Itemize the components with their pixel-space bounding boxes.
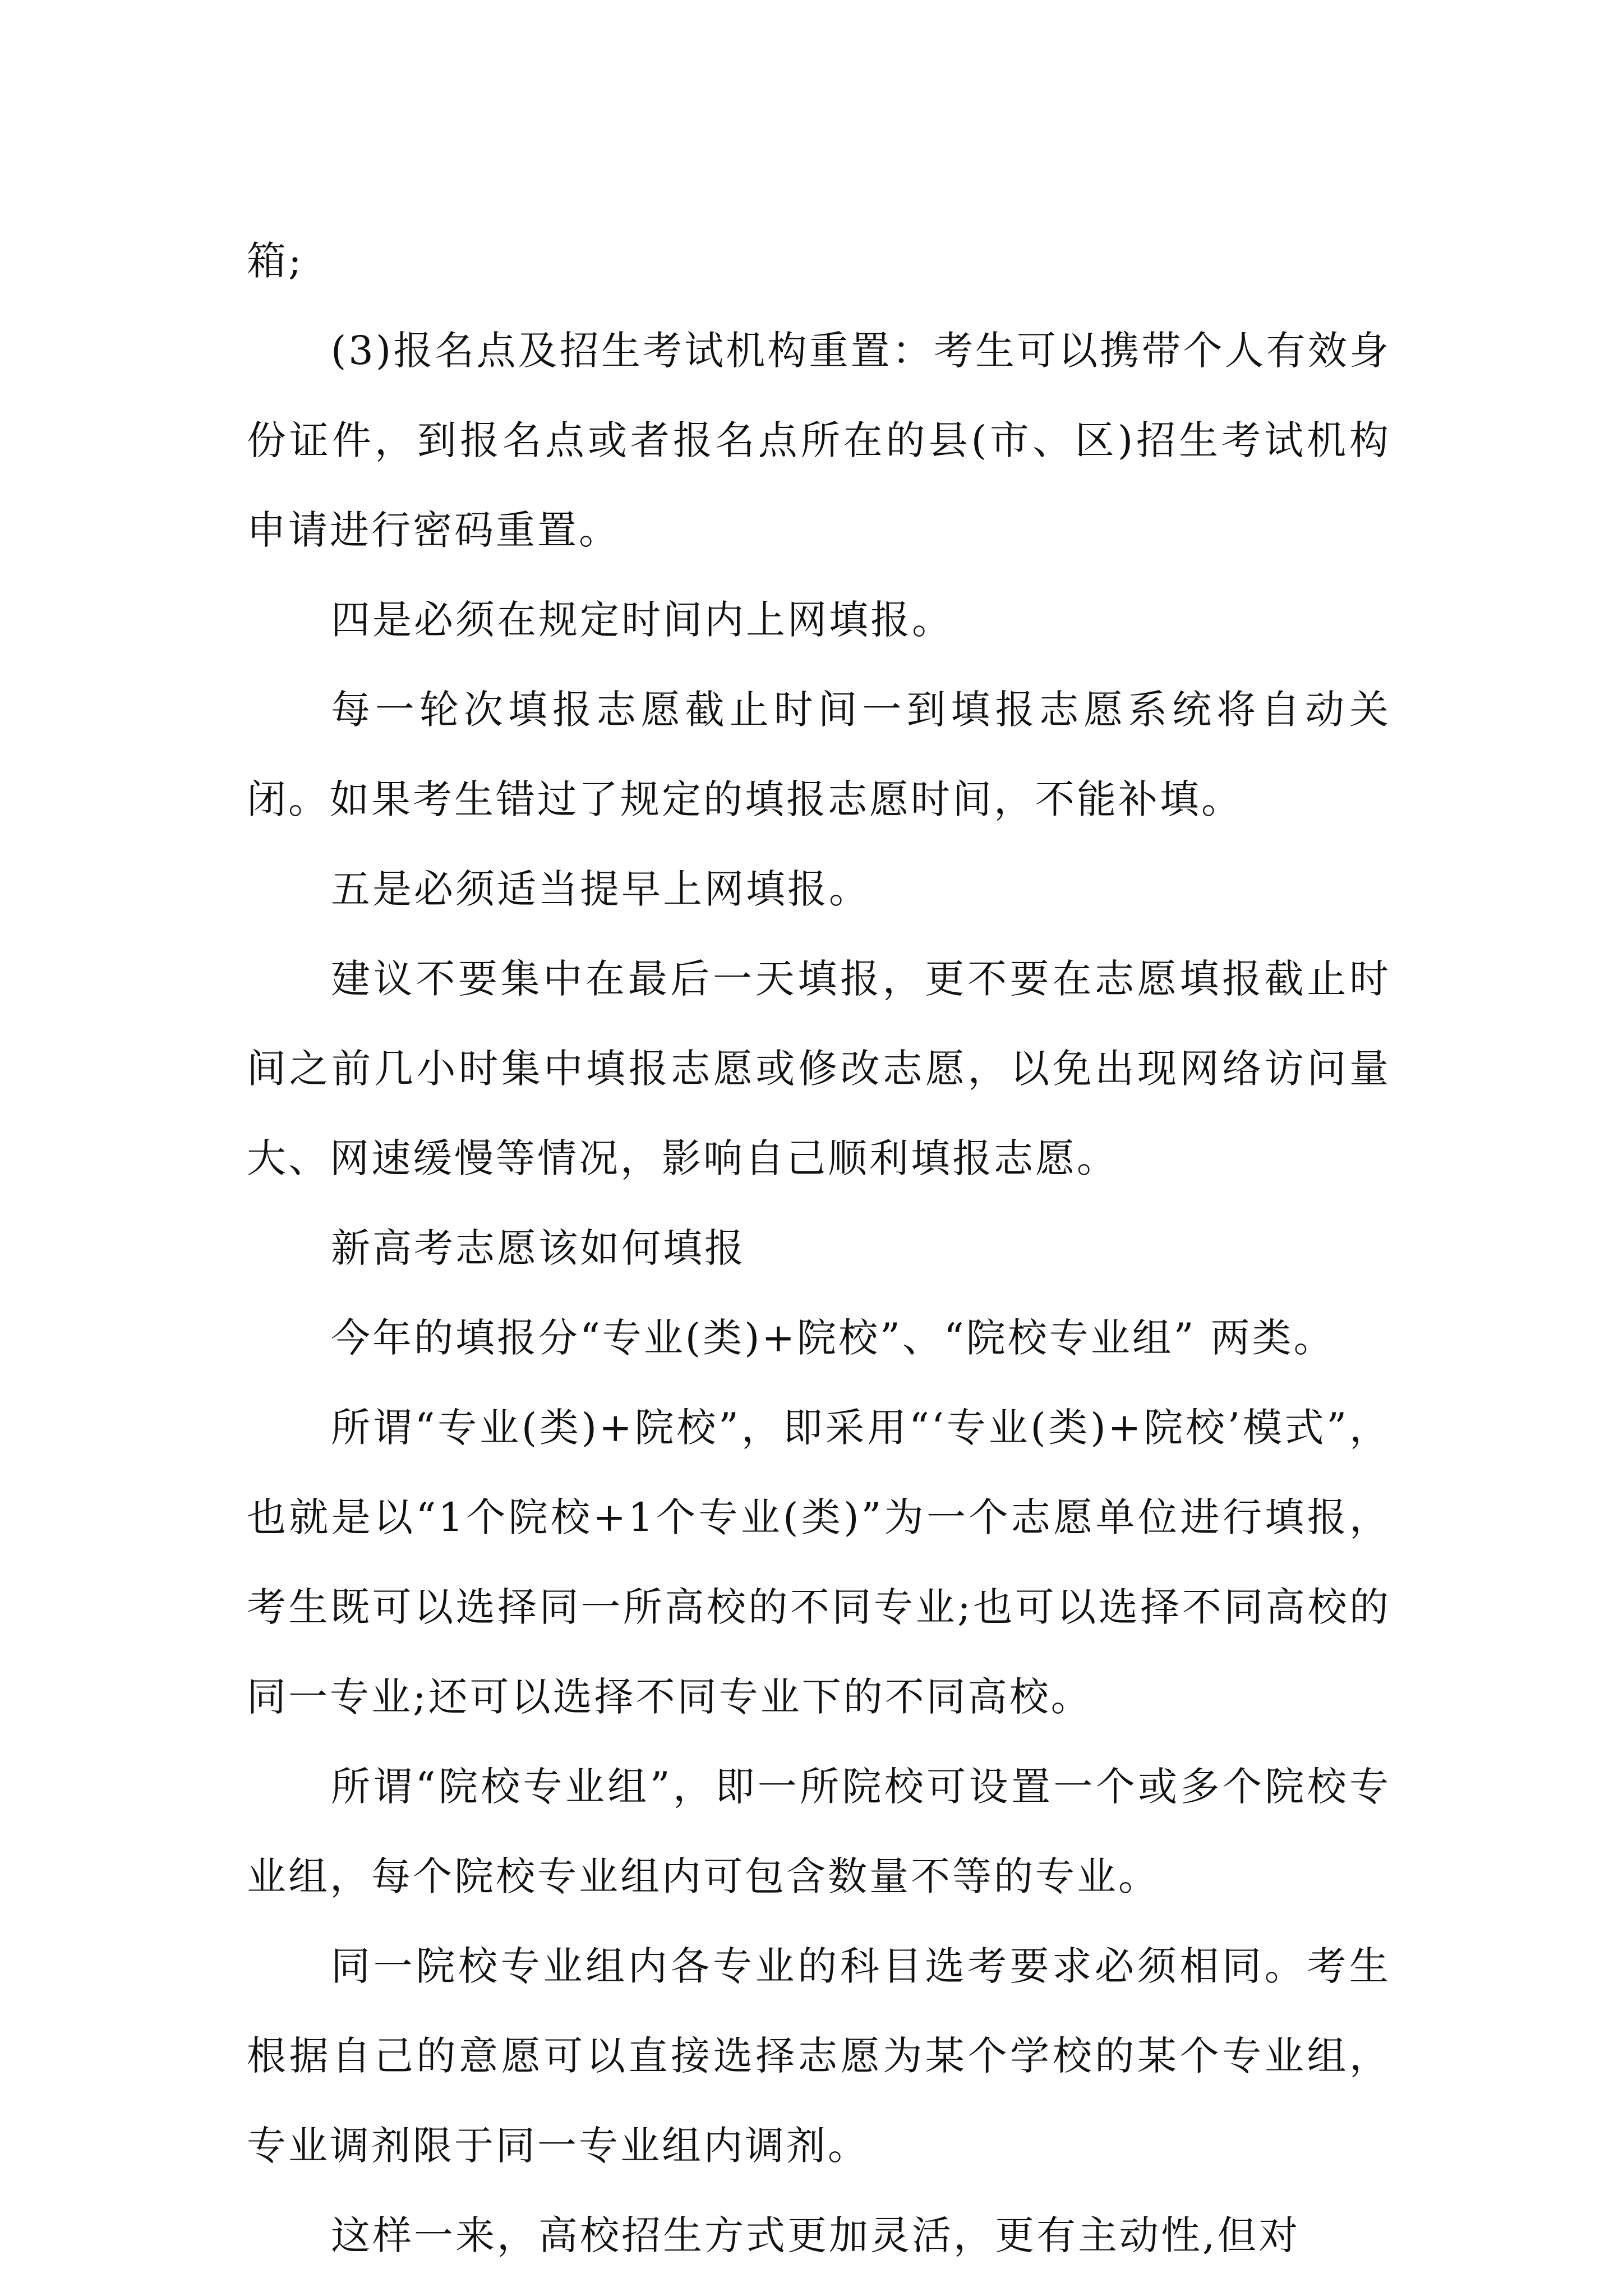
section-heading: 新高考志愿该如何填报	[331, 1225, 746, 1271]
paragraph-2: (3)报名点及招生考试机构重置：考生可以携带个人有效身份证件，到报名点或者报名点所在的县(市、区)招生考试机构申请进行密码重置。	[247, 328, 1391, 553]
paragraph-9: 所谓“专业(类)+院校”，即采用“‘专业(类)+院校’模式”，也就是以“1个院校+1个专业(类)”为一个志愿单位进行填报，考生既可以选择同一所高校的不同专业;也可以选择不同高校的同一专业;还可以选择不同专业下的不同高校。	[247, 1405, 1391, 1720]
paragraph-5: 五是必须适当提早上网填报。	[331, 866, 870, 912]
paragraph-11: 同一院校专业组内各专业的科目选考要求必须相同。考生根据自己的意愿可以直接选择志愿为某个学校的某个专业组，专业调剂限于同一专业组内调剂。	[247, 1943, 1391, 2169]
paragraph-3: 四是必须在规定时间内上网填报。	[331, 597, 953, 643]
paragraph-1: 箱;	[247, 238, 304, 284]
paragraph-6: 建议不要集中在最后一天填报，更不要在志愿填报截止时间之前几小时集中填报志愿或修改志愿，以免出现网络访问量大、网速缓慢等情况，影响自己顺利填报志愿。	[247, 956, 1391, 1181]
paragraph-4: 每一轮次填报志愿截止时间一到填报志愿系统将自动关闭。如果考生错过了规定的填报志愿时间，不能补填。	[247, 687, 1391, 822]
paragraph-8: 今年的填报分“专业(类)+院校”、“院校专业组” 两类。	[331, 1315, 1335, 1361]
paragraph-12: 这样一来，高校招生方式更加灵活，更有主动性,但对	[331, 2212, 1301, 2258]
document-body	[247, 216, 1391, 2280]
paragraph-10: 所谓“院校专业组”，即一所院校可设置一个或多个院校专业组，每个院校专业组内可包含数量不等的专业。	[247, 1764, 1391, 1899]
